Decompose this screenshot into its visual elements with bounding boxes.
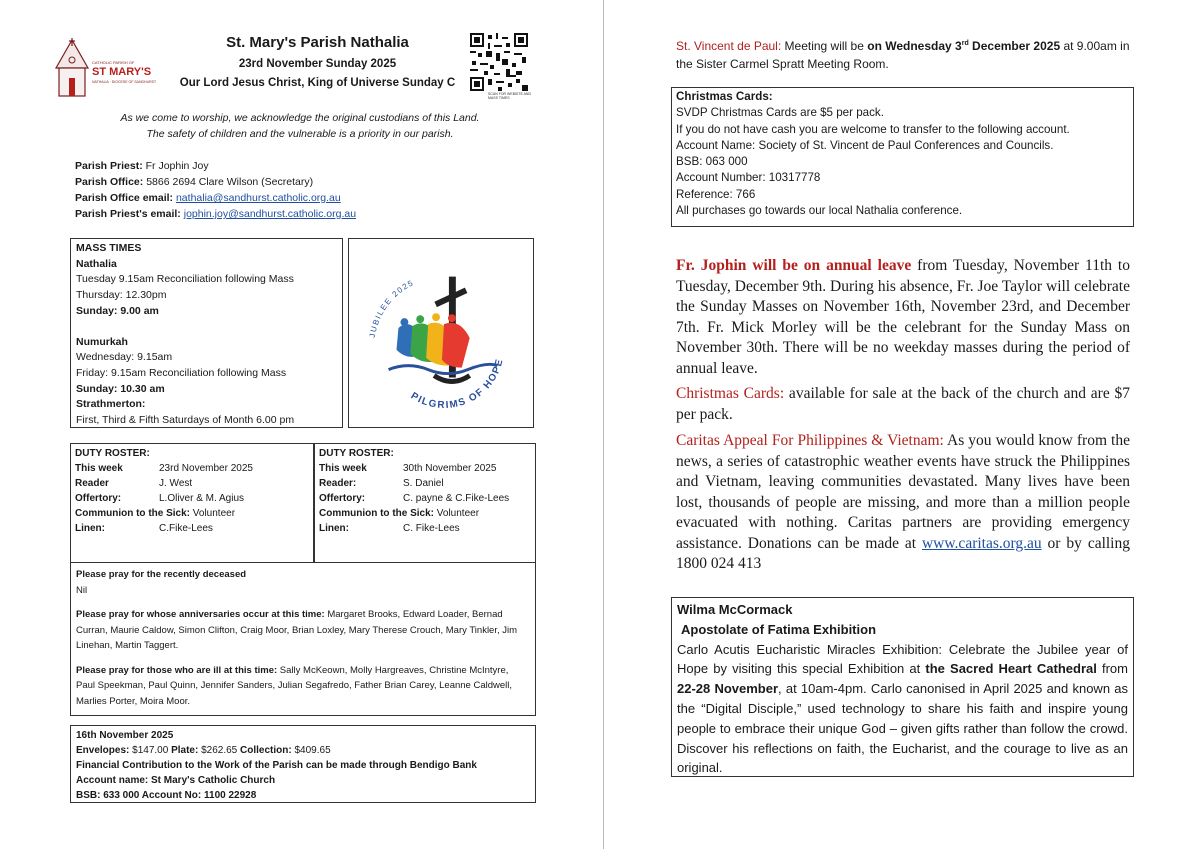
- duty-roster-this-week: [70, 443, 314, 563]
- anniversaries-heading: Please pray for whose anniversaries occur at this time:: [76, 609, 325, 620]
- roster-linen-row: Linen: C.Fike-Lees: [75, 523, 213, 534]
- waves-icon: [389, 364, 498, 373]
- nathalia-heading: Nathalia: [76, 257, 117, 270]
- xmas-line-2: If you do not have cash you are welcome to transfer to the following account.: [676, 122, 1070, 136]
- wilma-name: Wilma McCormack: [677, 602, 793, 617]
- logo-name: ST MARY'S: [92, 66, 152, 78]
- xmas-line-7: All purchases go towards our local Nathalia conference.: [676, 204, 963, 218]
- nathalia-tuesday: Tuesday 9.15am Reconciliation following Mass: [76, 273, 294, 286]
- nathalia-thursday: Thursday: 12.30pm: [76, 289, 167, 302]
- jubilee-bottom-text: PILGRIMS OF HOPE: [408, 357, 506, 412]
- numurkah-sunday: Sunday: 10.30 am: [76, 382, 165, 395]
- numurkah-heading: Numurkah: [76, 335, 128, 348]
- roster-reader-row: Reader: S. Daniel: [319, 478, 444, 489]
- fatima-heading: Apostolate of Fatima Exhibition: [681, 621, 877, 637]
- acknowledgement-country: As we come to worship, we acknowledge the original custodians of this Land.: [120, 112, 480, 124]
- roster-heading: DUTY ROSTER:: [75, 448, 150, 459]
- qr-caption: SCAN FOR WEBSITE AND MASS TIMES: [488, 92, 531, 100]
- christmas-cards-heading: Christmas Cards:: [676, 90, 773, 103]
- acknowledgement: [80, 110, 520, 142]
- bulletin-date: 23rd November Sunday 2025: [238, 58, 397, 70]
- numurkah-friday: Friday: 9.15am Reconciliation following Mass: [76, 366, 287, 379]
- child-safety-statement: The safety of children and the vulnerable is a priority in our parish.: [146, 128, 454, 140]
- ill-paragraph: [76, 663, 530, 710]
- account-name: Account name: St Mary's Catholic Church: [76, 775, 276, 786]
- anniversaries-list: Margaret Brooks, Edward Loader, Bernad Curran, Maurie Caldow, Simon Clifton, Craig Moor, Brian Loxley, Mary Therese Crouch, Mary Tinkler, Jim Linehan, Martin Taggert.: [76, 609, 518, 651]
- office-label: Parish Office:: [75, 176, 144, 188]
- mass-times-box: [70, 238, 343, 428]
- church-icon: [52, 38, 92, 98]
- roster-week-row: This week 30th November 2025: [319, 463, 497, 474]
- anniversaries-paragraph: [76, 607, 530, 654]
- mass-times-heading: MASS TIMES: [76, 242, 142, 254]
- finance-box: [70, 725, 536, 803]
- office-email-row: [75, 190, 356, 206]
- page-divider: [603, 0, 604, 849]
- xmas-line-1: SVDP Christmas Cards are $5 per pack.: [676, 106, 884, 120]
- xmas-line-4: BSB: 063 000: [676, 155, 748, 169]
- roster-week-row: This week 23rd November 2025: [75, 463, 253, 474]
- parish-logo: [52, 38, 162, 98]
- pilgrims-figures-icon: [396, 313, 469, 367]
- caritas-link[interactable]: www.caritas.org.au: [921, 534, 1042, 552]
- logo-small-text: CATHOLIC PARISH OF: [92, 60, 135, 65]
- duty-roster-next-week: [314, 443, 536, 563]
- account-numbers: BSB: 633 000 Account No: 1100 22928: [76, 790, 257, 801]
- office-email-label: Parish Office email:: [75, 192, 174, 204]
- roster-linen-row: Linen: C. Fike-Lees: [319, 523, 460, 534]
- bank-note: Financial Contribution to the Work of the Parish can be made through Bendigo Bank: [76, 760, 477, 771]
- xmas-line-3: Account Name: Society of St. Vincent de Paul Conferences and Councils.: [676, 138, 1054, 152]
- jubilee-top-text: JUBILEE 2025: [367, 277, 416, 339]
- deceased-heading: Please pray for the recently deceased: [76, 569, 247, 580]
- priest-email-link[interactable]: jophin.joy@sandhurst.catholic.org.au: [183, 208, 357, 220]
- christmas-cards-box: [671, 87, 1134, 227]
- roster-offertory-row: Offertory: C. payne & C.Fike-Lees: [319, 493, 510, 504]
- page-title: St. Mary's Parish Nathalia: [226, 34, 409, 51]
- parish-contacts: [75, 158, 356, 222]
- deceased-list: Nil: [76, 584, 88, 596]
- annual-leave-lead: Fr. Jophin will be on annual leave: [676, 257, 912, 274]
- feast-day: Our Lord Jesus Christ, King of Universe Sunday C: [179, 77, 456, 89]
- jubilee-logo-box: [348, 238, 534, 428]
- caritas-lead: Caritas Appeal For Philippines & Vietnam:: [676, 432, 944, 449]
- xmas-line-5: Account Number: 10317778: [676, 171, 821, 185]
- priest-label: Parish Priest:: [75, 160, 143, 172]
- logo-sub-text: NATHALIA · DIOCESE OF SANDHURST: [92, 80, 157, 84]
- svdp-notice: St. Vincent de Paul: Meeting will be on Wednesday 3rd December 2025 at 9.00am in the Sister Carmel Spratt Meeting Room.: [676, 39, 1130, 71]
- qr-code[interactable]: [470, 33, 528, 91]
- fatima-exhibition-box: [671, 597, 1134, 777]
- priest-email-label: Parish Priest's email:: [75, 208, 181, 220]
- office-row: [75, 174, 356, 190]
- numurkah-wednesday: Wednesday: 9.15am: [76, 351, 173, 364]
- roster-heading: DUTY ROSTER:: [319, 448, 394, 459]
- strathmerton-saturday: First, Third & Fifth Saturdays of Month 6.00 pm: [76, 414, 295, 427]
- priest-name: Fr Jophin Joy: [145, 160, 209, 172]
- roster-communion-row: Communion to the Sick: Volunteer: [319, 508, 480, 519]
- roster-offertory-row: Offertory: L.Oliver & M. Agius: [75, 493, 245, 504]
- christmas-cards-lead: Christmas Cards:: [676, 385, 785, 402]
- strathmerton-heading: Strathmerton:: [76, 398, 146, 411]
- office-phone: 5866 2694 Clare Wilson (Secretary): [146, 176, 314, 188]
- roster-communion-row: Communion to the Sick: Volunteer: [75, 508, 236, 519]
- annual-leave-notice: Fr. Jophin will be on annual leave from Tuesday, November 11th to Tuesday, December 9th. During his absence, Fr. Joe Taylor will celebrate the Sunday Masses on November 16th, November 23rd, and December 7th. Fr. Mick Morley will be the celebrant for the Sunday Mass on November 30th. There will be no weekday masses during the period of annual leave.: [676, 257, 1130, 377]
- office-email-link[interactable]: nathalia@sandhurst.catholic.org.au: [175, 192, 341, 204]
- finance-date: 16th November 2025: [76, 730, 174, 741]
- prayer-requests-box: [70, 562, 536, 716]
- svdp-label: St. Vincent de Paul:: [676, 39, 782, 53]
- christmas-cards-notice: Christmas Cards: available for sale at the back of the church and are $7 per pack.: [676, 385, 1130, 423]
- nathalia-sunday: Sunday: 9.00 am: [76, 304, 159, 317]
- roster-reader-row: Reader J. West: [75, 478, 193, 489]
- priest-row: [75, 158, 356, 174]
- priest-email-row: [75, 206, 356, 222]
- caritas-appeal-notice: Caritas Appeal For Philippines & Vietnam: As you would know from the news, a series of catastrophic weather events have struck the Philippines and Vietnam, leaving communities devastated. Many lives have been lost, thousands of people are missing, and more than a million people evacuated with nothing. Caritas partners are providing emergency assistance. Donations can be made at www.caritas.org.au or by calling 1800 024 413: [676, 432, 1130, 572]
- ill-heading: Please pray for those who are ill at this time:: [76, 664, 278, 676]
- xmas-line-6: Reference: 766: [676, 187, 756, 201]
- ill-list: Sally McKeown, Molly Hargreaves, Christine McIntyre, Paul Speekman, Paul Quinn, Jennifer Sanders, Julian Segafredo, Father Brian Carey, Leanne Caldwell, Marlies Porter, Moira Moor.: [76, 664, 513, 707]
- jubilee-logo: [349, 239, 533, 427]
- collection-row: Envelopes: $147.00 Plate: $262.65 Collection: $409.65: [76, 745, 331, 756]
- exhibition-text: Carlo Acutis Eucharistic Miracles Exhibition: Celebrate the Jubilee year of Hope by visiting this special Exhibition at the Sacred Heart Cathedral from 22-28 November, at 10am-4pm. Carlo canonised in April 2025 and known as the “Digital Disciple,” used technology to share his faith and inspire young people to embrace their unique God – given gifts rather than follow the crowd. Discover his reflections on faith, the Eucharist, and the courage to live as an original.: [677, 641, 1128, 776]
